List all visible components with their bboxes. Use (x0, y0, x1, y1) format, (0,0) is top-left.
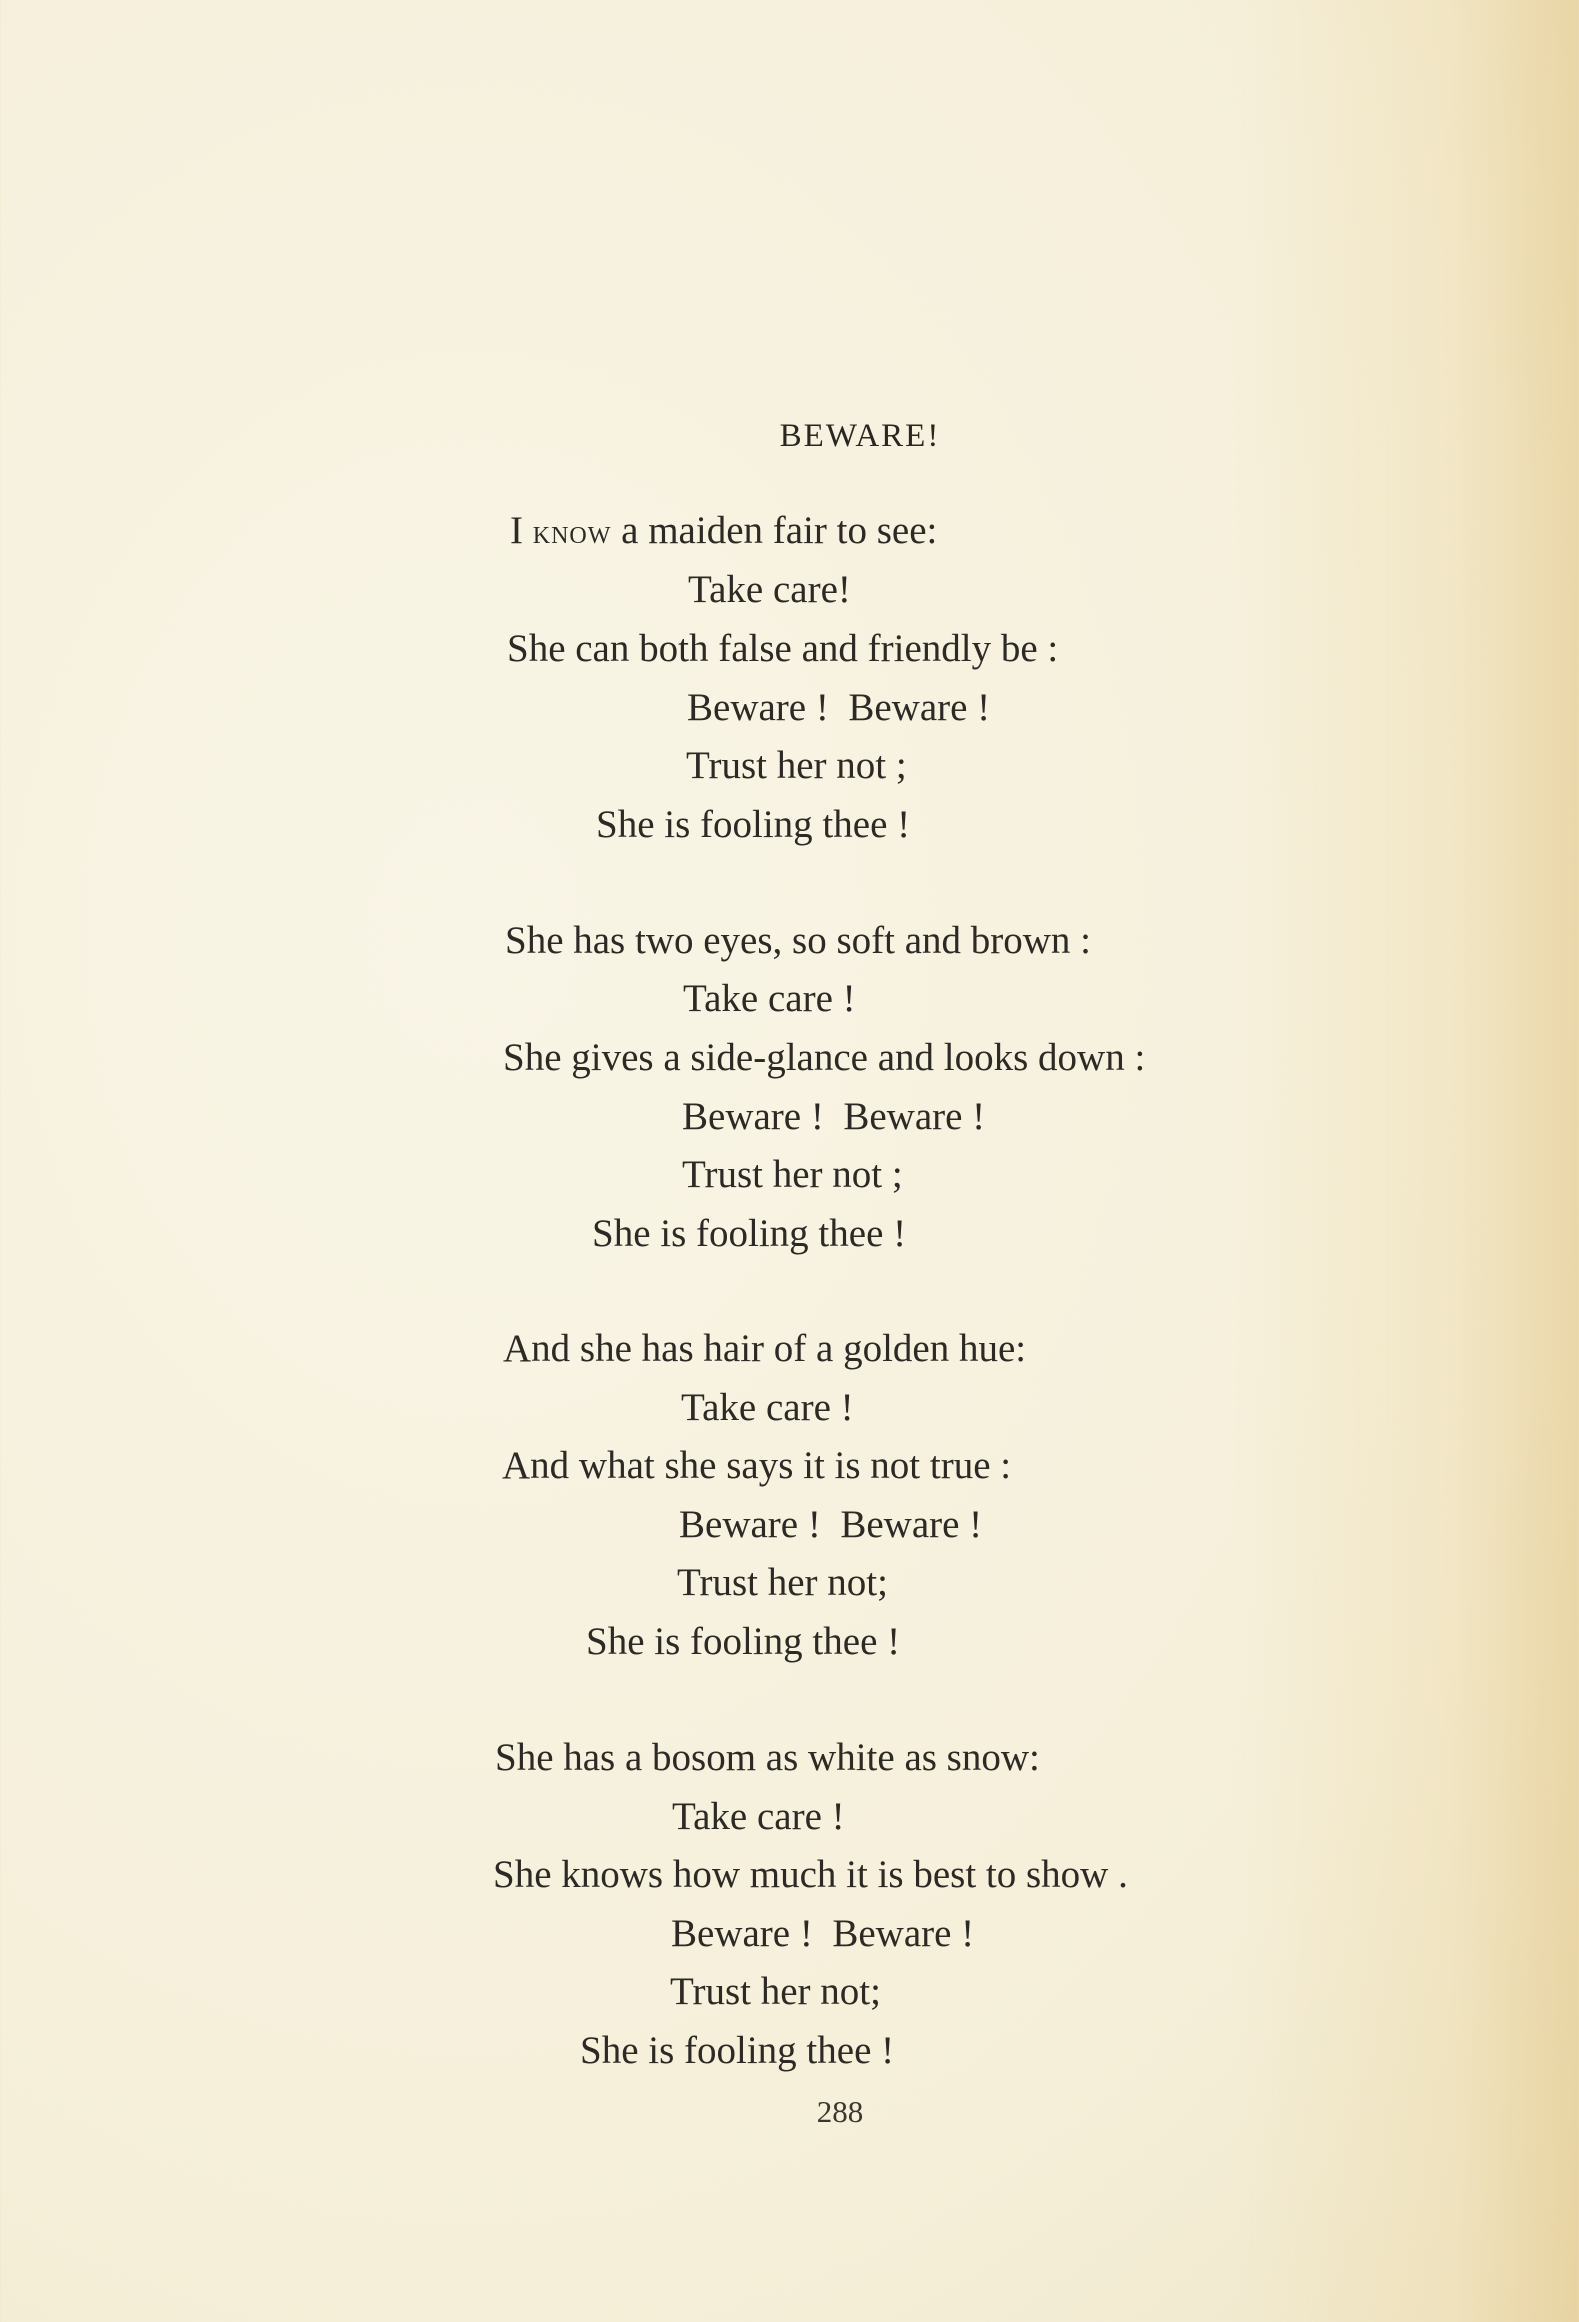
poem-line-rest: a maiden fair to see: (611, 509, 938, 552)
poem-line: She has two eyes, so soft and brown : (505, 919, 1092, 962)
poem-line: Beware ! Beware ! (671, 1912, 975, 1955)
page-number: 288 (816, 2094, 864, 2129)
poem-line: She is fooling thee ! (596, 803, 911, 846)
poem-line: She is fooling thee ! (580, 2029, 895, 2072)
poem-line: Take care! (688, 568, 851, 611)
poem-line: She gives a side-glance and looks down : (503, 1036, 1146, 1079)
poem-line: Trust her not; (670, 1970, 881, 2013)
poem-line: Beware ! Beware ! (687, 686, 991, 729)
poem-line: Beware ! Beware ! (679, 1503, 983, 1546)
poem-line: Take care ! (672, 1795, 845, 1838)
poem-line: She knows how much it is best to show . (493, 1853, 1128, 1896)
poem-line: She is fooling thee ! (592, 1212, 907, 1255)
poem-line: Trust her not ; (682, 1153, 903, 1196)
poem-line: And what she says it is not true : (502, 1444, 1012, 1487)
poem-line-lead: I (510, 509, 523, 552)
poem-line: Take care ! (683, 977, 856, 1020)
poem-line: Trust her not ; (686, 744, 907, 787)
poem-line: Take care ! (681, 1386, 854, 1429)
poem-line: Trust her not; (677, 1561, 888, 1604)
poem-title: BEWARE! (779, 418, 941, 454)
poem-line: She can both false and friendly be : (507, 627, 1059, 670)
poem-line: And she has hair of a golden hue: (503, 1327, 1027, 1370)
poem-line: She is fooling thee ! (586, 1620, 901, 1663)
poem-line: She has a bosom as white as snow: (495, 1736, 1040, 1779)
poem-line-small-caps: know (532, 514, 612, 551)
poem-line: Beware ! Beware ! (682, 1095, 986, 1138)
poem-line (510, 508, 937, 556)
